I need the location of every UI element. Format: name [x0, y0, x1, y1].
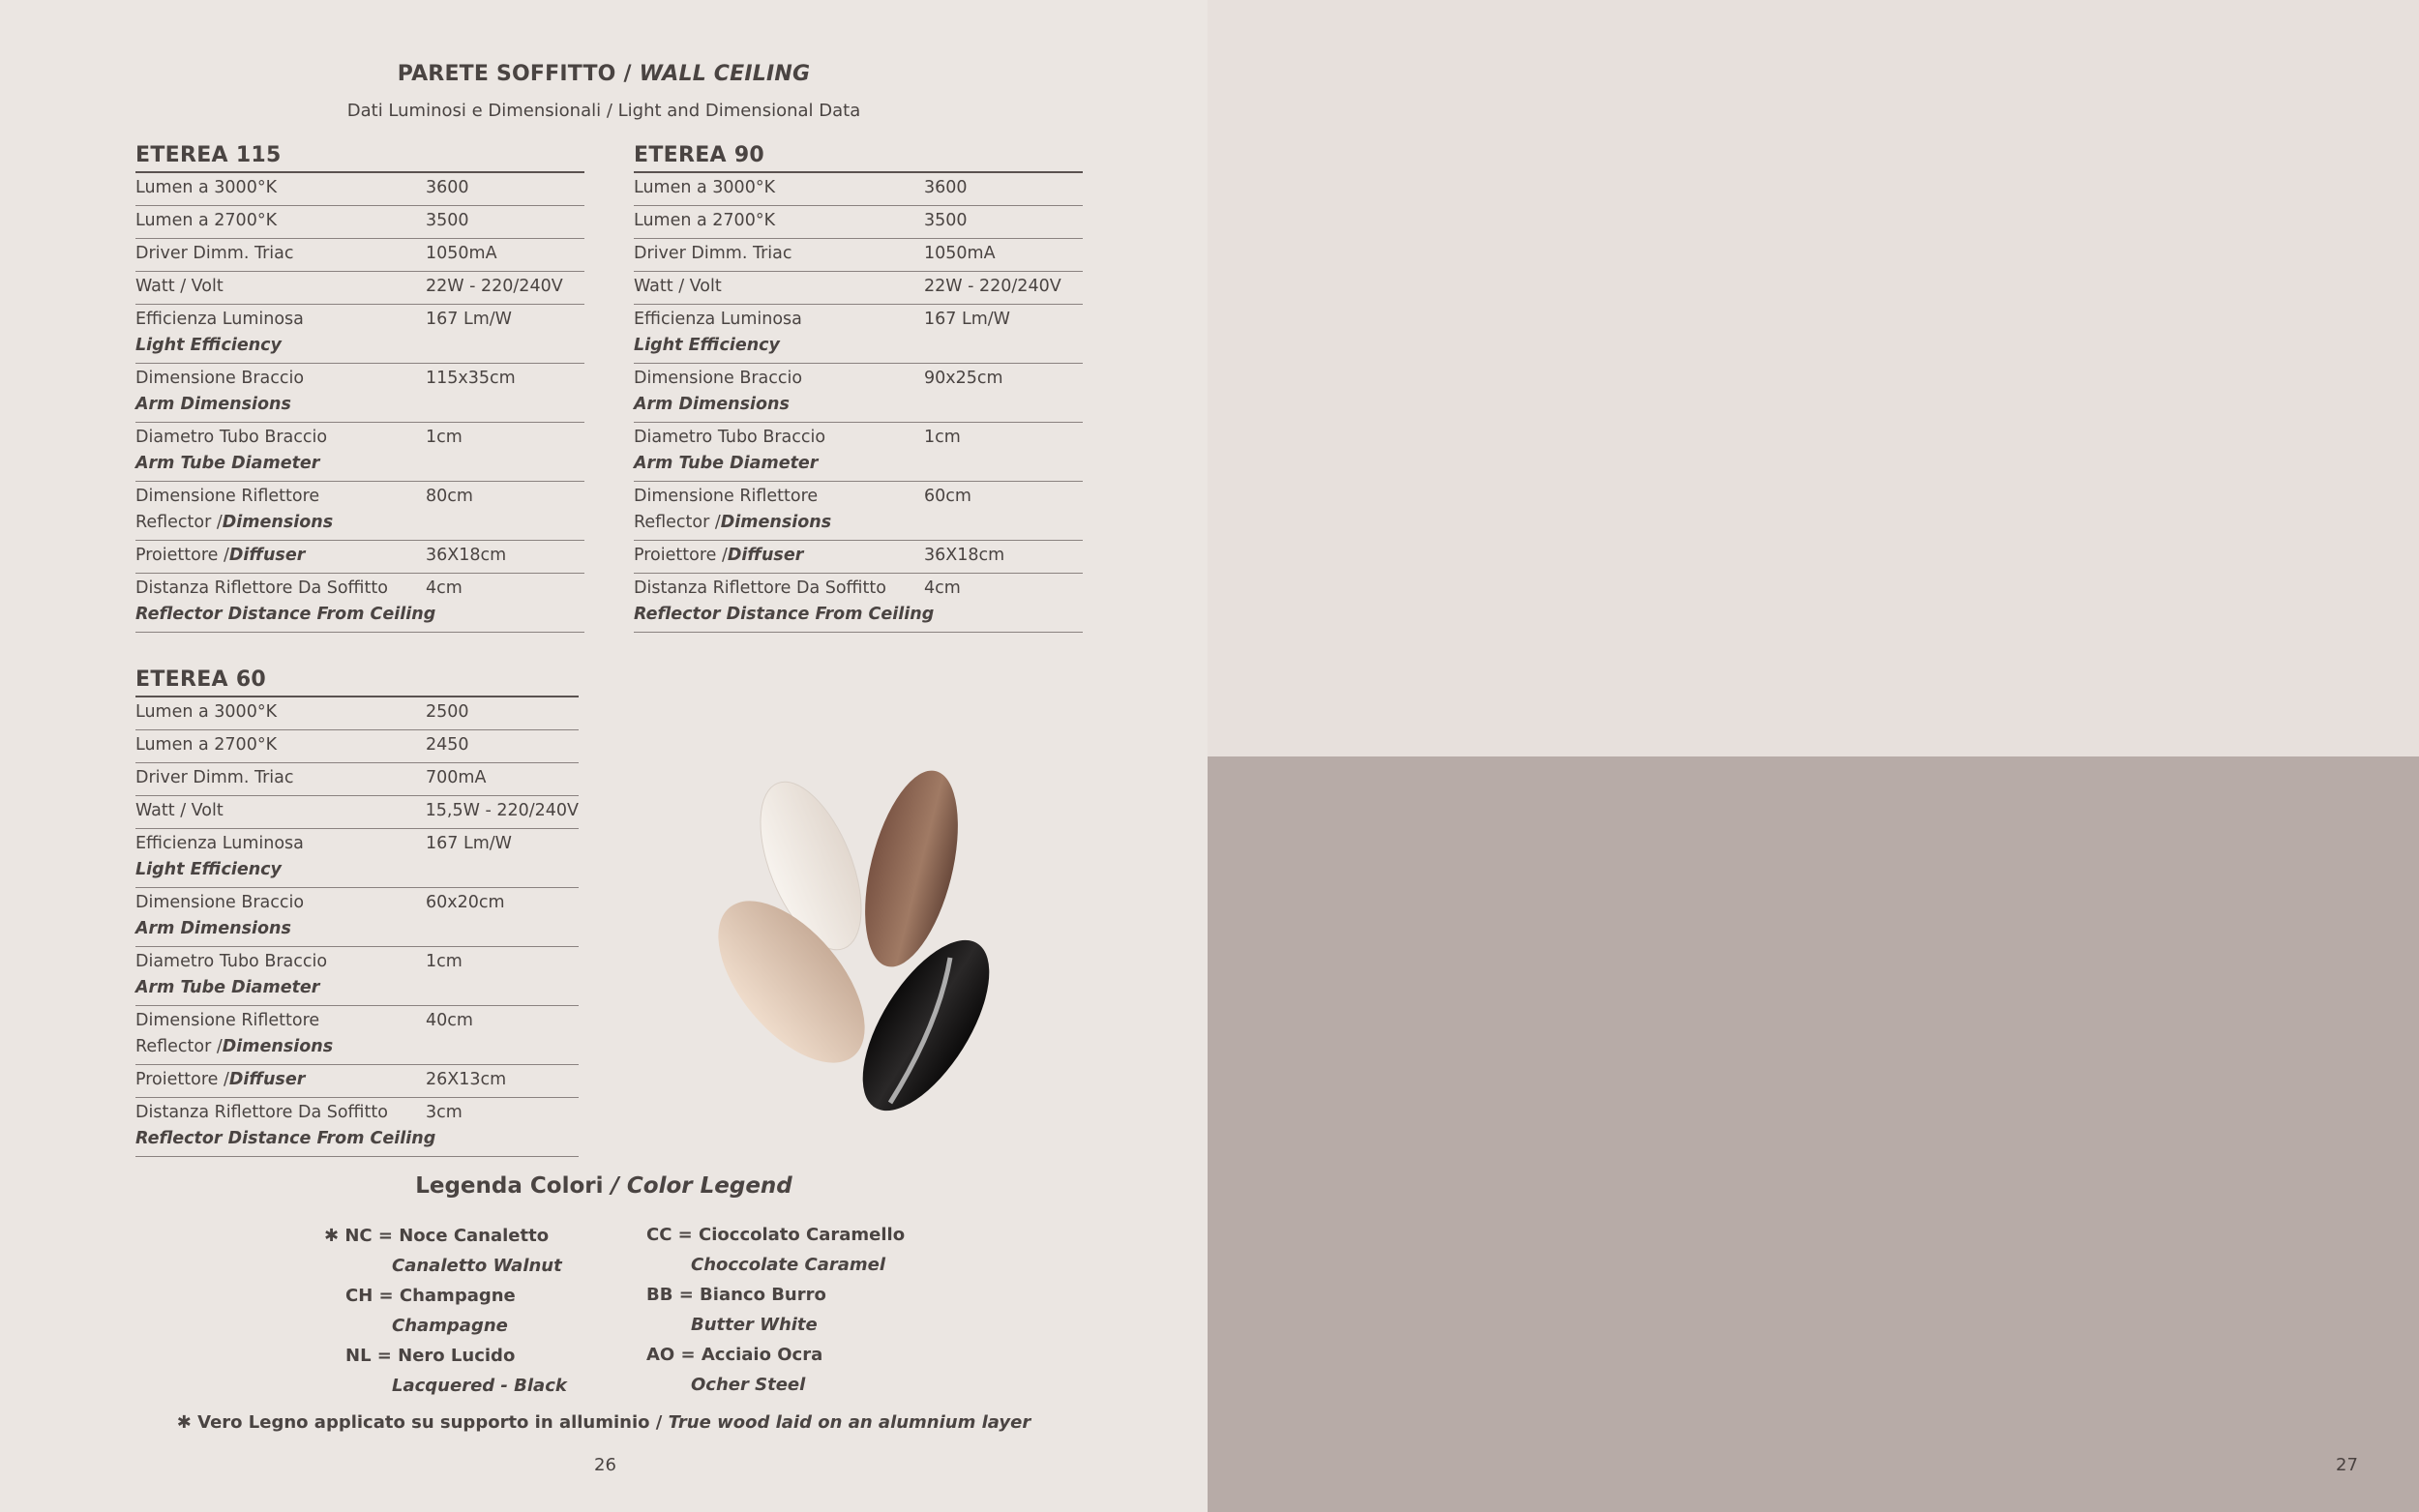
spec-label: Lumen a 3000°K: [135, 702, 278, 722]
footnote: [0, 1412, 1208, 1433]
legend-english: Canaletto Walnut: [392, 1256, 562, 1276]
spec-label-english: Reflector / Dimensions: [634, 510, 1083, 536]
spec-value: 36X18cm: [924, 546, 1005, 565]
spec-value: 22W - 220/240V: [426, 277, 563, 296]
spec-table-eterea-60: [135, 667, 579, 1157]
spec-label: Lumen a 3000°K: [634, 178, 776, 197]
legend-code: AO = Acciaio Ocra: [646, 1345, 823, 1365]
legend-code: CH = Champagne: [345, 1286, 516, 1306]
spec-line: [634, 366, 1083, 392]
spec-line: [634, 576, 1083, 602]
spec-row: [135, 541, 584, 574]
spec-row: [135, 364, 584, 423]
spec-row: [135, 1065, 579, 1098]
spec-row: [135, 239, 584, 272]
spec-line: [634, 274, 1083, 300]
spec-label: Dimensione Riflettore: [135, 1011, 320, 1030]
spec-label-english: Arm Tube Diameter: [634, 454, 819, 473]
spec-line: [135, 366, 584, 392]
spec-value: 3600: [426, 178, 469, 197]
variants-butter-white-section: [1208, 756, 2419, 1512]
spec-label: Proiettore /Diffuser: [135, 546, 306, 565]
spec-value: 60cm: [924, 487, 971, 506]
spec-label: Proiettore /Diffuser: [634, 546, 804, 565]
spec-label: Efficienza Luminosa: [634, 310, 802, 329]
spec-row: [634, 423, 1083, 482]
spec-value: 40cm: [426, 1011, 473, 1030]
spec-label-english: Light Efficiency: [135, 860, 282, 879]
spec-row: [135, 305, 584, 364]
spec-label: Distanza Riflettore Da Soffitto: [634, 578, 886, 598]
spec-value: 90x25cm: [924, 369, 1003, 388]
spec-line: [135, 576, 584, 602]
spec-label: Lumen a 2700°K: [135, 735, 278, 755]
spec-row: [634, 482, 1083, 541]
spec-value: 22W - 220/240V: [924, 277, 1061, 296]
diffuser-label: Diffuser: [228, 1070, 306, 1089]
dimensions-label: Dimensions: [222, 1037, 334, 1056]
spec-label: Watt / Volt: [634, 277, 722, 296]
spec-row: [135, 697, 579, 730]
spec-row: [634, 305, 1083, 364]
spec-row: [135, 888, 579, 947]
spec-label: Lumen a 2700°K: [135, 211, 278, 230]
variants-walnut-section: [1208, 0, 2419, 756]
spec-line: [135, 949, 579, 975]
spec-line: [135, 732, 579, 758]
legend-english: Choccolate Caramel: [691, 1255, 886, 1275]
spec-label: Proiettore /Diffuser: [135, 1070, 306, 1089]
spec-row: [634, 173, 1083, 206]
page-subtitle: Dati Luminosi e Dimensionali / Light and Dimensional Data: [346, 101, 861, 121]
spec-line: [634, 307, 1083, 333]
spec-label: Lumen a 2700°K: [634, 211, 776, 230]
spec-line: [135, 699, 579, 726]
spec-line: [135, 208, 584, 234]
title-italian: PARETE SOFFITTO: [397, 62, 616, 86]
left-page: [0, 0, 1208, 1512]
legend-english: Ocher Steel: [691, 1375, 806, 1395]
spec-row: [135, 947, 579, 1006]
diffuser-label: Diffuser: [727, 546, 804, 565]
spec-label: Efficienza Luminosa: [135, 310, 304, 329]
spec-label: Efficienza Luminosa: [135, 834, 304, 853]
spec-row: [135, 574, 584, 633]
right-page: [1208, 0, 2419, 1512]
spec-label-english: Arm Dimensions: [634, 395, 790, 414]
spec-row: [634, 541, 1083, 574]
diffuser-label: Diffuser: [228, 546, 306, 565]
spec-row: [135, 1098, 579, 1157]
spec-title: ETEREA 90: [634, 143, 1083, 173]
spec-label-english: Light Efficiency: [634, 336, 780, 355]
legend-left-column: [324, 1221, 643, 1401]
spec-value: 1050mA: [426, 244, 497, 263]
spec-value: 3500: [426, 211, 469, 230]
legend-right-column: [646, 1220, 966, 1400]
spec-label-english: Arm Dimensions: [135, 395, 291, 414]
spec-label: Driver Dimm. Triac: [135, 244, 294, 263]
spec-label: Dimensione Braccio: [634, 369, 803, 388]
spec-label: Dimensione Braccio: [135, 369, 305, 388]
spec-value: 3600: [924, 178, 968, 197]
spec-table-eterea-90: [634, 143, 1083, 633]
spec-value: 1050mA: [924, 244, 996, 263]
page-number-left: 26: [594, 1455, 616, 1475]
spec-row: [135, 423, 584, 482]
spec-value: 167 Lm/W: [924, 310, 1010, 329]
spec-label: Distanza Riflettore Da Soffitto: [135, 578, 388, 598]
title-separator: /: [615, 62, 640, 86]
spec-row: [135, 1006, 579, 1065]
spec-value: 115x35cm: [426, 369, 516, 388]
spec-value: 4cm: [924, 578, 961, 598]
spec-line: [135, 175, 584, 201]
spec-label: Diametro Tubo Braccio: [634, 428, 826, 447]
spec-label-english: Arm Dimensions: [135, 919, 291, 938]
spec-line: [135, 241, 584, 267]
spec-row: [634, 574, 1083, 633]
spec-value: 4cm: [426, 578, 463, 598]
spec-row: [135, 173, 584, 206]
spec-label: Watt / Volt: [135, 801, 224, 820]
spec-line: [135, 484, 584, 510]
spec-label: Dimensione Riflettore: [634, 487, 819, 506]
spec-line: [135, 543, 584, 569]
spec-value: 15,5W - 220/240V: [425, 801, 579, 820]
spec-value: 36X18cm: [426, 546, 507, 565]
footnote-en: True wood laid on an alumnium layer: [662, 1412, 1031, 1433]
spec-line: [135, 274, 584, 300]
spec-row: [135, 206, 584, 239]
spec-line: [135, 831, 579, 857]
spec-label: Diametro Tubo Braccio: [135, 952, 328, 971]
spec-value: 80cm: [426, 487, 473, 506]
page-title: [0, 62, 1208, 86]
spec-line: [135, 765, 579, 791]
spec-line: [634, 543, 1083, 569]
spec-title: ETEREA 60: [135, 667, 579, 697]
legend-title: [0, 1173, 1208, 1199]
spec-line: [135, 1067, 579, 1093]
spec-row: [634, 364, 1083, 423]
spec-line: [634, 175, 1083, 201]
legend-code: NL = Nero Lucido: [345, 1346, 516, 1366]
spec-title: ETEREA 115: [135, 143, 584, 173]
spec-label: Dimensione Braccio: [135, 893, 305, 912]
spec-line: [135, 1100, 579, 1126]
page-number-right: 27: [2336, 1455, 2358, 1475]
legend-english: Lacquered - Black: [392, 1376, 567, 1396]
spec-value: 60x20cm: [426, 893, 505, 912]
spec-label-english: Reflector Distance From Ceiling: [135, 1129, 436, 1148]
spec-value: 26X13cm: [426, 1070, 507, 1089]
spec-label: Diametro Tubo Braccio: [135, 428, 328, 447]
spec-row: [135, 796, 579, 829]
spec-label: Distanza Riflettore Da Soffitto: [135, 1103, 388, 1122]
spec-row: [634, 239, 1083, 272]
dimensions-label: Dimensions: [720, 513, 832, 532]
legend-code: BB = Bianco Burro: [646, 1285, 826, 1305]
footnote-it: ✱ Vero Legno applicato su supporto in alluminio /: [176, 1412, 663, 1433]
spec-row: [135, 272, 584, 305]
spec-label-english: Arm Tube Diameter: [135, 978, 320, 997]
spec-line: [634, 208, 1083, 234]
spec-label: Dimensione Riflettore: [135, 487, 320, 506]
spec-line: [634, 484, 1083, 510]
spec-line: [135, 425, 584, 451]
spec-line: [135, 307, 584, 333]
spec-value: 1cm: [924, 428, 961, 447]
spec-line: [135, 1008, 579, 1034]
spec-label-english: Arm Tube Diameter: [135, 454, 320, 473]
title-english: WALL CEILING: [639, 62, 811, 86]
spec-table-eterea-115: [135, 143, 584, 633]
spec-value: 1cm: [426, 952, 463, 971]
spec-value: 1cm: [426, 428, 463, 447]
spec-value: 167 Lm/W: [426, 310, 512, 329]
spec-label-english: Reflector Distance From Ceiling: [634, 605, 935, 624]
spec-row: [135, 482, 584, 541]
legend-english: Butter White: [691, 1315, 818, 1335]
spec-row: [135, 730, 579, 763]
diffuser-swatches-image: [697, 755, 1006, 1122]
spec-line: [135, 890, 579, 916]
spec-line: [135, 798, 579, 824]
spec-label-english: Light Efficiency: [135, 336, 282, 355]
spec-label: Driver Dimm. Triac: [135, 768, 294, 787]
spec-value: 2450: [426, 735, 469, 755]
spec-row: [135, 829, 579, 888]
spec-row: [634, 272, 1083, 305]
spec-value: 3500: [924, 211, 968, 230]
spec-value: 3cm: [426, 1103, 463, 1122]
dimensions-label: Dimensions: [222, 513, 334, 532]
spec-row: [634, 206, 1083, 239]
spec-label-english: Reflector Distance From Ceiling: [135, 605, 436, 624]
spec-value: 700mA: [426, 768, 487, 787]
spec-value: 167 Lm/W: [426, 834, 512, 853]
legend-code: ✱ NC = Noce Canaletto: [324, 1226, 550, 1246]
spec-label-english: Reflector / Dimensions: [135, 510, 584, 536]
spec-label-english: Reflector / Dimensions: [135, 1034, 579, 1060]
legend-title-it: Legenda Colori: [415, 1173, 604, 1199]
legend-title-en: / Color Legend: [603, 1173, 792, 1199]
spec-line: [634, 241, 1083, 267]
legend-english: Champagne: [392, 1316, 508, 1336]
spec-line: [634, 425, 1083, 451]
spec-label: Watt / Volt: [135, 277, 224, 296]
spec-label: Driver Dimm. Triac: [634, 244, 792, 263]
spec-row: [135, 763, 579, 796]
legend-code: CC = Cioccolato Caramello: [646, 1225, 906, 1245]
spec-value: 2500: [426, 702, 469, 722]
spec-label: Lumen a 3000°K: [135, 178, 278, 197]
